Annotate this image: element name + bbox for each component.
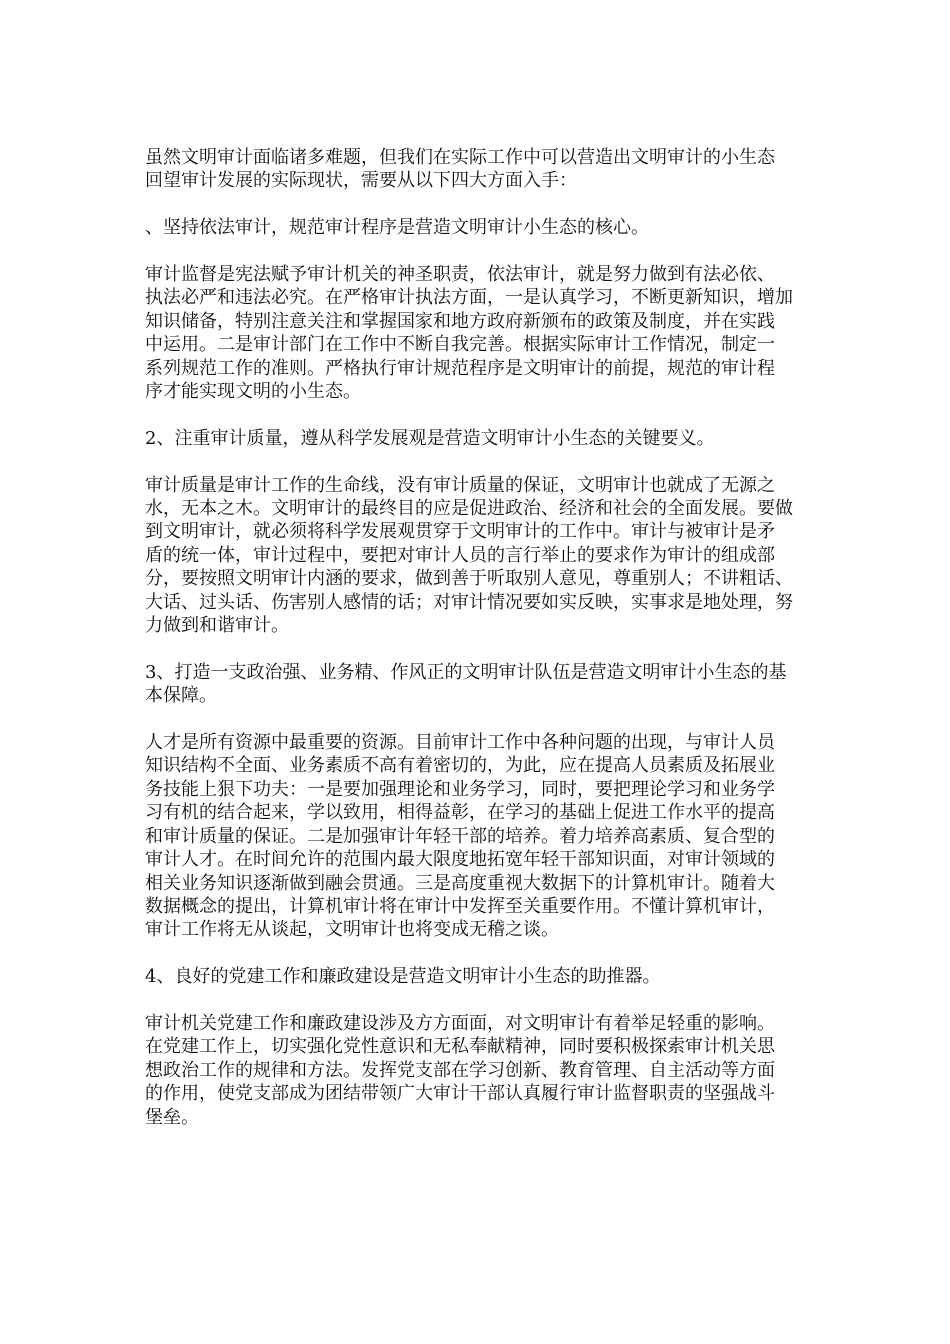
section-body-2: 审计质量是审计工作的生命线，没有审计质量的保证，文明审计也就成了无源之 水，无本之木。文明审计的最终目的应是促进政治、经济和社会的全面发展。要做 到文明审计，就必须将科学发展观贯穿于文明审计的工作中。审计与被审计是矛 盾的统一体，审计过程中，要把对审计人员的言行举止的要求作为审计的组成部 分，要按照文明审计内涵的要求，做到善于听取别人意见，尊重别人；不讲粗话、 大话、过头话、伤害别人感情的话；对审计情况要如实反映，实事求是地处理，努 力做到和谐审计。 xyxy=(145,474,793,637)
section-heading-1: 、坚持依法审计，规范审计程序是营造文明审计小生态的核心。 xyxy=(145,217,649,239)
section-heading-2: 2、注重审计质量，遵从科学发展观是营造文明审计小生态的关键要义。 xyxy=(145,427,715,449)
section-body-3: 人才是所有资源中最重要的资源。目前审计工作中各种问题的出现，与审计人员 知识结构不全面、业务素质不高有着密切的，为此，应在提高人员素质及拓展业 务技能上狠下功夫：一是要加强理论和业务学习，同时，要把理论学习和业务学 习有机的结合起来，学以致用，相得益彰，在学习的基础上促进工作水平的提高 和审计质量的保证。二是加强审计年轻干部的培养。着力培养高素质、复合型的 审计人才。在时间允许的范围内最大限度地拓宽年轻干部知识面，对审计领域的 相关业务知识逐渐做到融会贯通。三是高度重视大数据下的计算机审计。随着大 数据概念的提出，计算机审计将在审计中发挥至关重要作用。不懂计算机审计， 审计工作将无从谈起，文明审计也将变成无稽之谈。 xyxy=(145,732,775,941)
section-heading-4: 4、良好的党建工作和廉政建设是营造文明审计小生态的助推器。 xyxy=(145,966,661,988)
intro-paragraph: 虽然文明审计面临诸多难题，但我们在实际工作中可以营造出文明审计的小生态 回望审计发展的实际现状，需要从以下四大方面入手： xyxy=(145,147,775,192)
section-body-4: 审计机关党建工作和廉政建设涉及方方面面，对文明审计有着举足轻重的影响。 在党建工作上，切实强化党性意识和无私奉献精神，同时要积极探索审计机关思 想政治工作的规律和方法。发挥党支部在学习创新、教育管理、自主活动等方面 的作用，使党支部成为团结带领广大审计干部认真履行审计监督职责的坚强战斗 堡垒。 xyxy=(145,1012,775,1128)
section-heading-3: 3、打造一支政治强、业务精、作风正的文明审计队伍是营造文明审计小生态的基 本保障。 xyxy=(145,661,787,707)
document-body xyxy=(145,146,811,1129)
section-body-1: 审计监督是宪法赋予审计机关的神圣职责，依法审计，就是努力做到有法必依、 执法必严和违法必究。在严格审计执法方面，一是认真学习，不断更新知识，增加 知识储备，特别注意关注和掌握国家和地方政府新颁布的政策及制度，并在实践 中运用。二是审计部门在工作中不断自我完善。根据实际审计工作情况，制定一 系列规范工作的准则。严格执行审计规范程序是文明审计的前提，规范的审计程 序才能实现文明的小生态。 xyxy=(145,264,793,403)
